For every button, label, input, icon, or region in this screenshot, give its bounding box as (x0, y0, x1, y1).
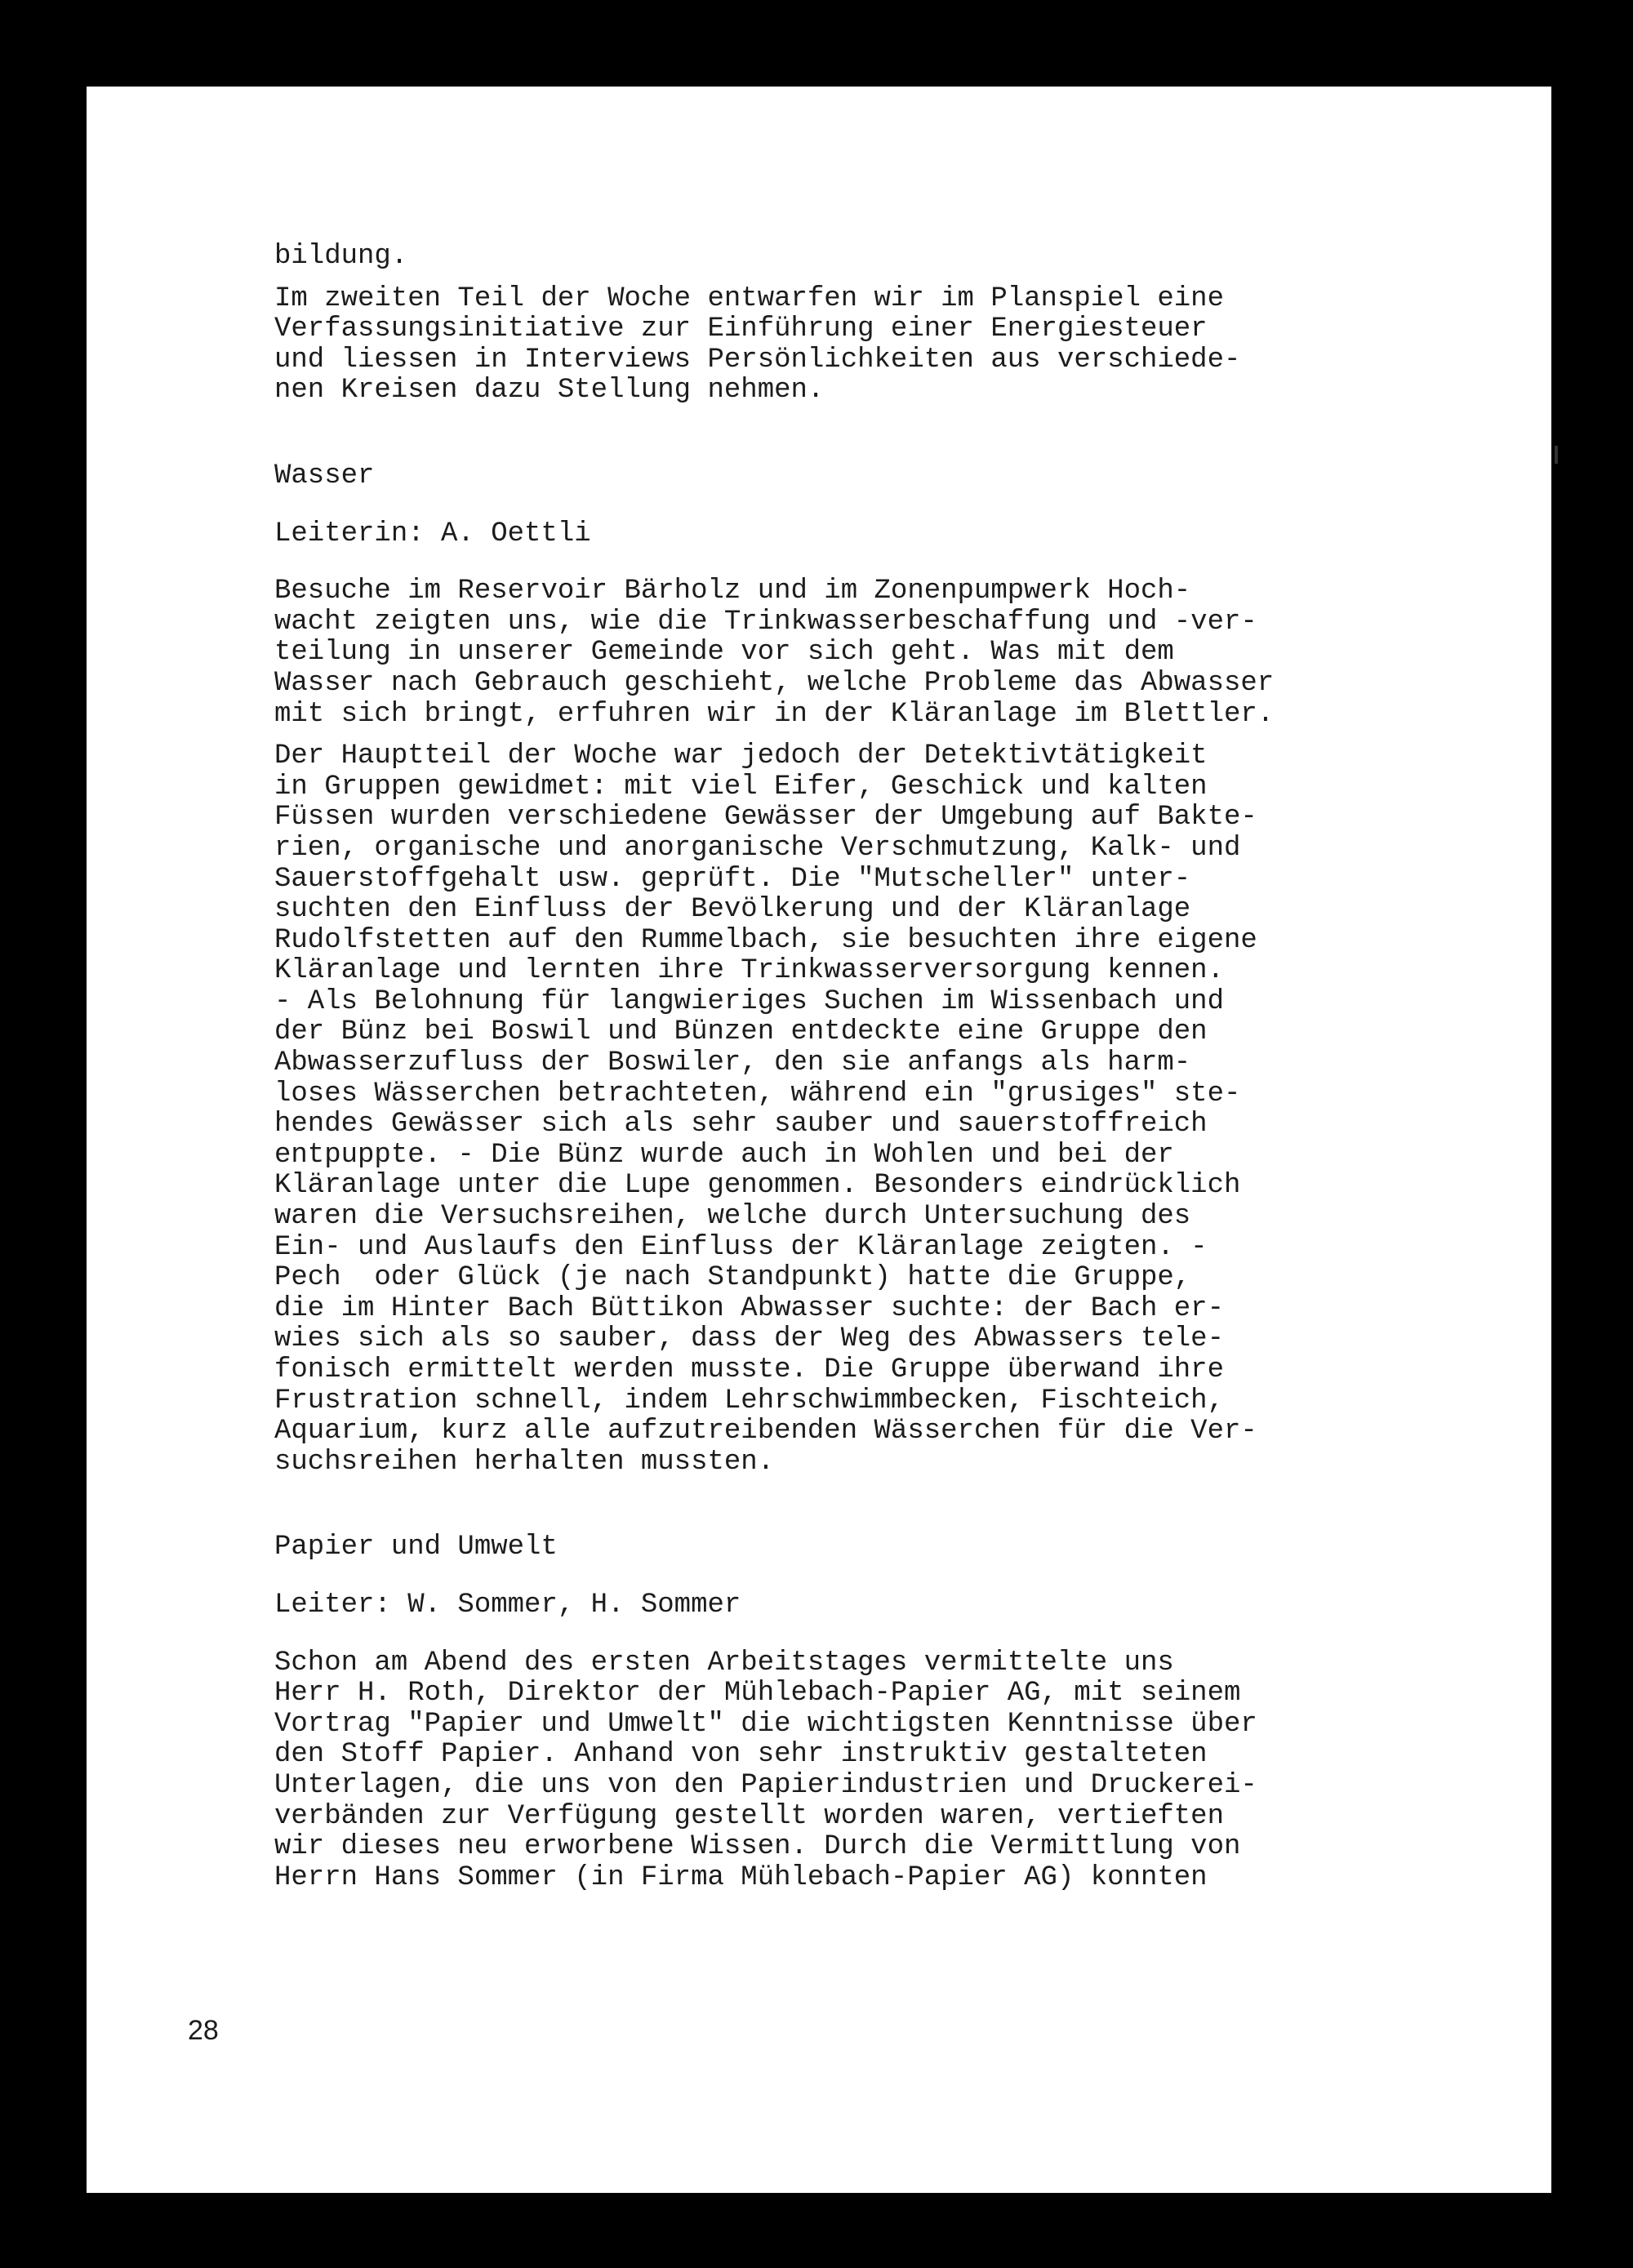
section-heading-papier: Papier und Umwelt (274, 1532, 558, 1563)
page-number: 28 (188, 2015, 219, 2046)
text-line: wir dieses neu erworbene Wissen. Durch die Vermittlung von (274, 1831, 1241, 1863)
section-heading-wasser: Wasser (274, 460, 375, 491)
text-line: den Stoff Papier. Anhand von sehr instruktiv gestalteten (274, 1739, 1208, 1771)
text-line: verbänden zur Verfügung gestellt worden waren, vertieften (274, 1800, 1224, 1832)
text-line: nen Kreisen dazu Stellung nehmen. (274, 375, 825, 407)
paragraph-wasser-visits (274, 576, 1499, 730)
paragraph-energy-initiative (274, 284, 1499, 407)
section-leader-papier: Leiter: W. Sommer, H. Sommer (274, 1589, 741, 1621)
text-line: Kläranlage unter die Lupe genommen. Besonders eindrücklich (274, 1170, 1241, 1202)
text-line: die im Hinter Bach Büttikon Abwasser suchte: der Bach er- (274, 1292, 1224, 1324)
text-line: Besuche im Reservoir Bärholz und im Zonenpumpwerk Hoch- (274, 576, 1191, 607)
text-line: Schon am Abend des ersten Arbeitstages vermittelte uns (274, 1647, 1174, 1679)
text-line: Sauerstoffgehalt usw. geprüft. Die "Mutscheller" unter- (274, 863, 1191, 895)
text-line: - Als Belohnung für langwieriges Suchen im Wissenbach und (274, 985, 1224, 1017)
text-line: Im zweiten Teil der Woche entwarfen wir im Planspiel eine (274, 282, 1224, 314)
text-line: rien, organische und anorganische Verschmutzung, Kalk- und (274, 832, 1241, 864)
text-line: hendes Gewässer sich als sehr sauber und sauerstoffreich (274, 1109, 1208, 1141)
page-body (274, 242, 1499, 1893)
text-line: Aquarium, kurz alle aufzutreibenden Wässerchen für die Ver- (274, 1416, 1257, 1448)
text-line: Abwasserzufluss der Boswiler, den sie anfangs als harm- (274, 1047, 1191, 1079)
text-line: Wasser nach Gebrauch geschieht, welche Probleme das Abwasser (274, 667, 1275, 699)
text-line: Füssen wurden verschiedene Gewässer der Umgebung auf Bakte- (274, 802, 1257, 834)
text-line: und liessen in Interviews Persönlichkeiten aus verschiede- (274, 344, 1241, 376)
text-line: Kläranlage und lernten ihre Trinkwasserversorgung kennen. (274, 955, 1224, 987)
text-line: teilung in unserer Gemeinde vor sich geht. Was mit dem (274, 637, 1174, 669)
text-line: fonisch ermittelt werden musste. Die Gruppe überwand ihre (274, 1354, 1224, 1385)
text-line: Herrn Hans Sommer (in Firma Mühlebach-Papier AG) konnten (274, 1861, 1208, 1893)
text-line: in Gruppen gewidmet: mit viel Eifer, Geschick und kalten (274, 771, 1208, 803)
text-line: bildung. (274, 241, 408, 272)
text-line: Verfassungsinitiative zur Einführung einer Energiesteuer (274, 314, 1208, 345)
text-line: Der Hauptteil der Woche war jedoch der Detektivtätigkeit (274, 740, 1208, 772)
text-line: waren die Versuchsreihen, welche durch Untersuchung des (274, 1201, 1191, 1233)
text-line: der Bünz bei Boswil und Bünzen entdeckte eine Gruppe den (274, 1016, 1208, 1048)
text-line: mit sich bringt, erfuhren wir in der Kläranlage im Blettler. (274, 698, 1275, 730)
section-leader-wasser: Leiterin: A. Oettli (274, 518, 591, 549)
text-line: Vortrag "Papier und Umwelt" die wichtigsten Kenntnisse über (274, 1708, 1257, 1740)
text-line: Unterlagen, die uns von den Papierindustrien und Druckerei- (274, 1769, 1257, 1801)
opening-fragment (274, 242, 1499, 273)
text-line: Pech oder Glück (je nach Standpunkt) hatte die Gruppe, (274, 1262, 1191, 1294)
text-line: Ein- und Auslaufs den Einfluss der Kläranlage zeigten. - (274, 1231, 1208, 1263)
paragraph-wasser-detective-work (274, 741, 1499, 1478)
text-line: Rudolfstetten auf den Rummelbach, sie besuchten ihre eigene (274, 924, 1257, 956)
paragraph-papier-lecture (274, 1648, 1499, 1894)
text-line: Frustration schnell, indem Lehrschwimmbecken, Fischteich, (274, 1385, 1224, 1416)
text-line: suchsreihen herhalten mussten. (274, 1446, 775, 1478)
text-line: entpuppte. - Die Bünz wurde auch in Wohlen und bei der (274, 1139, 1174, 1171)
scan-edge-mark (1555, 446, 1558, 464)
text-line: wies sich als so sauber, dass der Weg des Abwassers tele- (274, 1323, 1224, 1355)
text-line: suchten den Einfluss der Bevölkerung und der Kläranlage (274, 894, 1191, 926)
text-line: loses Wässerchen betrachteten, während ein "grusiges" ste- (274, 1078, 1241, 1110)
document-page (87, 87, 1551, 2193)
text-line: Herr H. Roth, Direktor der Mühlebach-Papier AG, mit seinem (274, 1678, 1241, 1710)
text-line: wacht zeigten uns, wie die Trinkwasserbeschaffung und -ver- (274, 606, 1257, 638)
